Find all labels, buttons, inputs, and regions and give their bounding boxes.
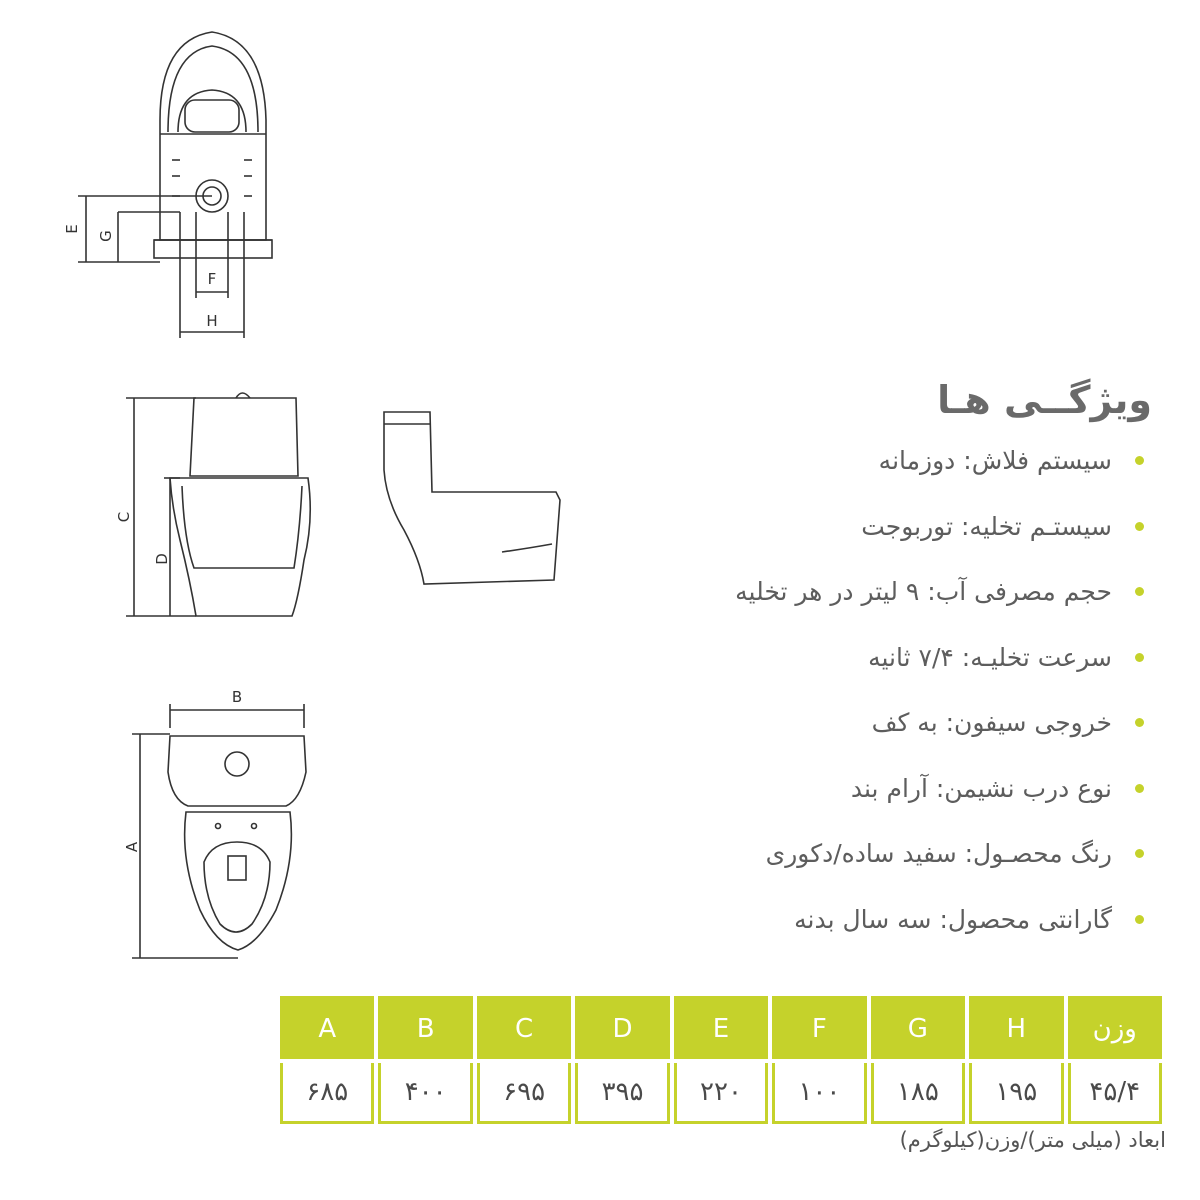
table-header-row bbox=[280, 996, 1162, 1063]
features-title: ویژگــی هـا bbox=[937, 378, 1152, 422]
header-b: B bbox=[378, 996, 472, 1063]
feature-item bbox=[592, 764, 1152, 830]
feature-item bbox=[592, 829, 1152, 895]
feature-text: رنگ محصـول: سفید ساده/دکوری bbox=[765, 839, 1112, 868]
feature-text: خروجی سیفون: به کف bbox=[871, 708, 1112, 737]
value-a: ۶۸۵ bbox=[280, 1063, 374, 1124]
bullet-dot-icon bbox=[1135, 456, 1144, 465]
side-view-drawing bbox=[384, 412, 560, 584]
value-h: ۱۹۵ bbox=[969, 1063, 1063, 1124]
dim-label-d: D bbox=[153, 553, 171, 565]
dim-label-e: E bbox=[63, 224, 81, 234]
feature-text: نوع درب نشیمن: آرام بند bbox=[850, 773, 1112, 803]
feature-text: حجم مصرفی آب: ۹ لیتر در هر تخلیه bbox=[735, 577, 1112, 606]
header-h: H bbox=[969, 996, 1063, 1063]
bullet-dot-icon bbox=[1135, 522, 1144, 531]
header-d: D bbox=[575, 996, 669, 1063]
feature-item bbox=[592, 436, 1152, 502]
table-row bbox=[280, 1063, 1162, 1124]
dimensions-table bbox=[276, 996, 1166, 1124]
feature-text: سیستـم تخلیه: توربوجت bbox=[861, 511, 1112, 541]
value-d: ۳۹۵ bbox=[575, 1063, 669, 1124]
header-g: G bbox=[871, 996, 965, 1063]
dim-label-b: B bbox=[231, 688, 243, 706]
feature-item bbox=[592, 895, 1152, 961]
feature-text: گارانتی محصول: سه سال بدنه bbox=[794, 904, 1112, 934]
bullet-dot-icon bbox=[1135, 915, 1144, 924]
dim-label-c: C bbox=[115, 511, 133, 523]
technical-drawings bbox=[0, 0, 640, 1000]
value-f: ۱۰۰ bbox=[772, 1063, 866, 1124]
value-g: ۱۸۵ bbox=[871, 1063, 965, 1124]
bullet-dot-icon bbox=[1135, 653, 1144, 662]
bullet-dot-icon bbox=[1135, 849, 1144, 858]
header-c: C bbox=[477, 996, 571, 1063]
feature-item bbox=[592, 633, 1152, 699]
top-view-drawing bbox=[78, 32, 272, 338]
header-f: F bbox=[772, 996, 866, 1063]
dim-label-a: A bbox=[123, 841, 141, 853]
header-a: A bbox=[280, 996, 374, 1063]
bullet-dot-icon bbox=[1135, 718, 1144, 727]
front-view-drawing bbox=[126, 393, 310, 616]
value-weight: ۴۵/۴ bbox=[1068, 1063, 1163, 1124]
dim-label-h: H bbox=[206, 312, 218, 330]
dim-label-g: G bbox=[97, 230, 115, 242]
units-note: ابعاد (میلی متر)/وزن(کیلوگرم) bbox=[899, 1128, 1166, 1152]
plan-view-drawing bbox=[132, 704, 306, 958]
feature-item bbox=[592, 698, 1152, 764]
header-weight: وزن bbox=[1068, 996, 1163, 1063]
feature-list bbox=[592, 436, 1152, 960]
bullet-dot-icon bbox=[1135, 784, 1144, 793]
bullet-dot-icon bbox=[1135, 587, 1144, 596]
header-e: E bbox=[674, 996, 768, 1063]
feature-text: سرعت تخلیـه: ۷/۴ ثانیه bbox=[868, 642, 1112, 672]
value-e: ۲۲۰ bbox=[674, 1063, 768, 1124]
feature-text: سیستم فلاش: دوزمانه bbox=[878, 446, 1112, 475]
feature-item bbox=[592, 502, 1152, 568]
value-c: ۶۹۵ bbox=[477, 1063, 571, 1124]
value-b: ۴۰۰ bbox=[378, 1063, 472, 1124]
feature-item bbox=[592, 567, 1152, 633]
dim-label-f: F bbox=[207, 270, 217, 288]
features-section bbox=[592, 372, 1152, 960]
